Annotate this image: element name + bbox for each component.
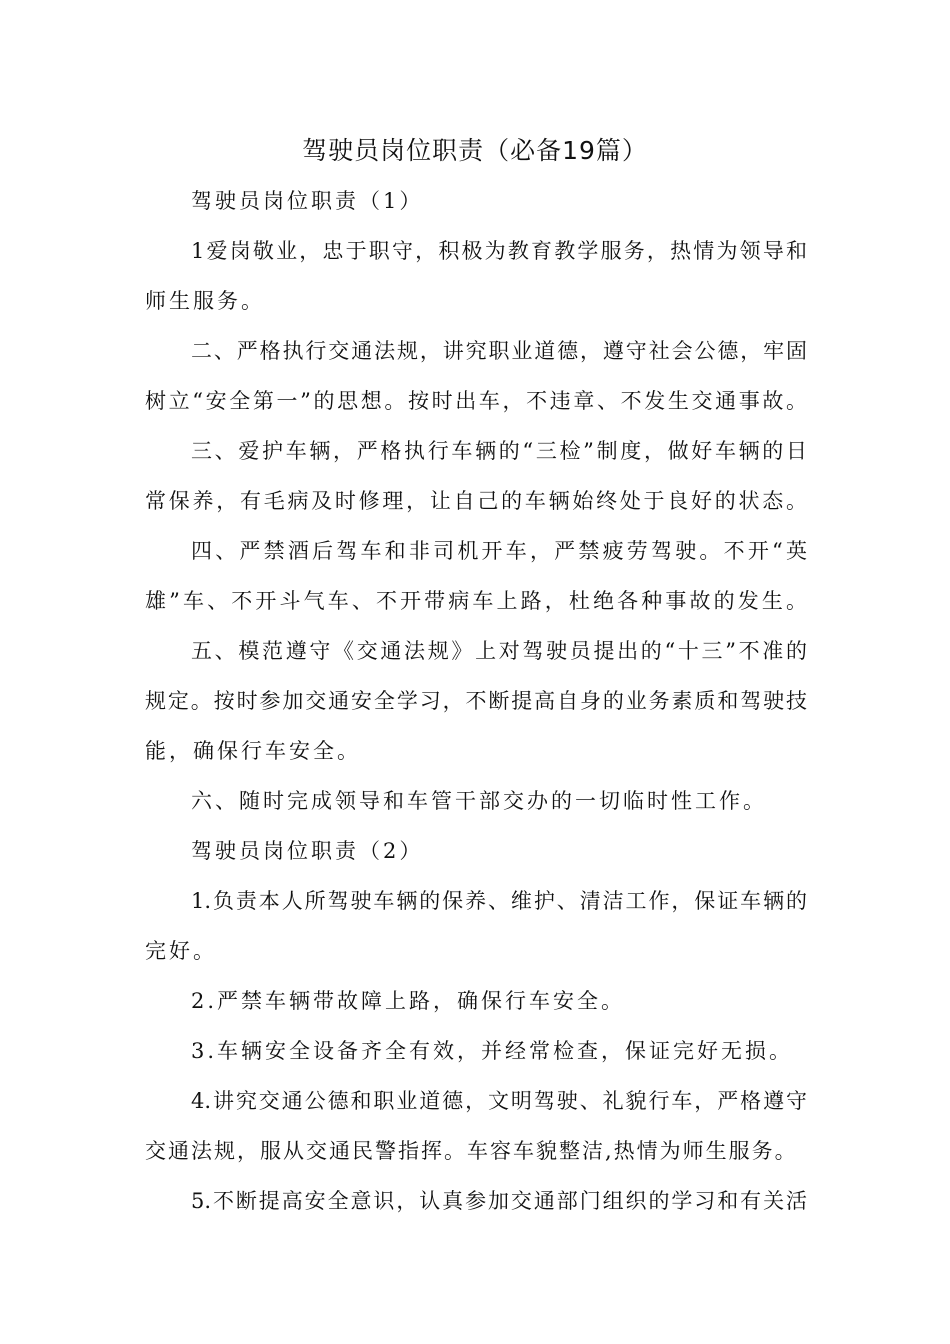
document-title: 驾驶员岗位职责（必备19篇） [302,136,648,165]
paragraph-line: 5.不断提高安全意识，认真参加交通部门组织的学习和有关活 [191,1189,807,1213]
paragraph-line: 完好。 [145,939,217,963]
paragraph-line: 3.车辆安全设备齐全有效，并经常检查，保证完好无损。 [191,1039,794,1063]
section-heading: 驾驶员岗位职责（2） [191,839,424,863]
paragraph-line: 1.负责本人所驾驶车辆的保养、维护、清洁工作，保证车辆的 [191,889,807,913]
section-heading: 驾驶员岗位职责（1） [191,189,424,213]
paragraph-line: 1爱岗敬业，忠于职守，积极为教育教学服务，热情为领导和 [191,239,807,263]
paragraph-line: 能，确保行车安全。 [145,739,361,763]
paragraph-line: 规定。按时参加交通安全学习，不断提高自身的业务素质和驾驶技 [145,689,807,713]
paragraph-line: 四、严禁酒后驾车和非司机开车，严禁疲劳驾驶。不开“英 [191,539,807,563]
paragraph-line: 五、模范遵守《交通法规》上对驾驶员提出的“十三”不准的 [191,639,807,663]
paragraph-line: 交通法规，服从交通民警指挥。车容车貌整洁,热情为师生服务。 [145,1139,798,1163]
paragraph-line: 雄”车、不开斗气车、不开带病车上路，杜绝各种事故的发生。 [145,589,807,613]
paragraph-line: 树立“安全第一”的思想。按时出车，不违章、不发生交通事故。 [145,389,807,413]
paragraph-line: 4.讲究交通公德和职业道德，文明驾驶、礼貌行车，严格遵守 [191,1089,807,1113]
paragraph-line: 六、随时完成领导和车管干部交办的一切临时性工作。 [191,789,767,813]
paragraph-line: 师生服务。 [145,289,265,313]
paragraph-line: 三、爱护车辆，严格执行车辆的“三检”制度，做好车辆的日 [191,439,807,463]
paragraph-line: 二、严格执行交通法规，讲究职业道德，遵守社会公德，牢固 [191,339,807,363]
paragraph-line: 2.严禁车辆带故障上路，确保行车安全。 [191,989,626,1013]
paragraph-line: 常保养，有毛病及时修理，让自己的车辆始终处于良好的状态。 [145,489,807,513]
